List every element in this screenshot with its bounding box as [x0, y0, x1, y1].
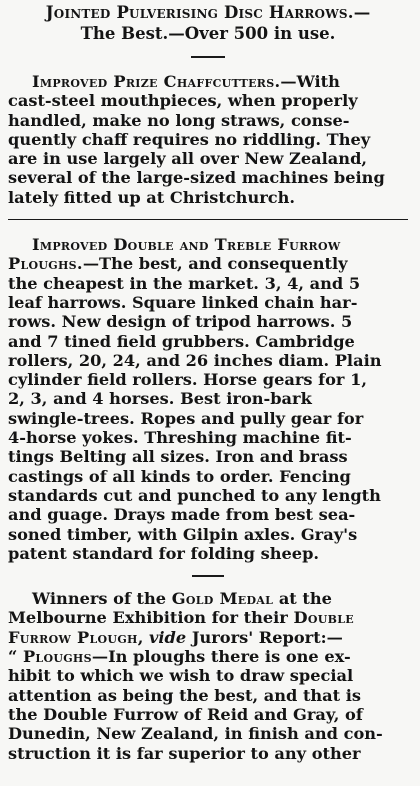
- gold-medal-l4c: —In ploughs there is one ex-: [91, 647, 351, 667]
- ploughs-line-16: patent standard for folding sheep.: [8, 543, 320, 563]
- chaffcutters-line-3: handled, make no long straws, conse-: [8, 110, 350, 130]
- ploughs-line-12: castings of all kinds to order. Fencing: [8, 466, 351, 486]
- section-divider: [8, 219, 408, 220]
- gold-medal-l3a: Furrow Plough: [8, 627, 138, 647]
- gold-medal-l3c: vide: [149, 627, 187, 647]
- ploughs-line-6: rollers, 20, 24, and 26 inches diam. Plain: [8, 350, 382, 370]
- gold-medal-l3d: Jurors' Report:—: [186, 627, 343, 647]
- gold-medal-l2a: Melbourne Exhibition for their: [8, 608, 294, 628]
- section-divider: [191, 56, 225, 58]
- article-gold-medal: [8, 589, 408, 763]
- ploughs-line-7: cylinder field rollers. Horse gears for 1,: [8, 370, 367, 390]
- ploughs-line-15: soned timber, with Gilpin axles. Gray's: [8, 524, 358, 544]
- ploughs-line-9: swingle-trees. Ropes and pully gear for: [8, 408, 364, 428]
- chaffcutters-line-1: —With: [280, 72, 340, 91]
- disc-harrows-title: [8, 2, 408, 23]
- chaffcutters-line-4: quently chaff requires no riddling. They: [8, 129, 371, 149]
- gold-medal-l4b: Ploughs: [22, 647, 92, 667]
- article-ploughs: [8, 235, 408, 563]
- chaffcutters-line-2: cast-steel mouthpieces, when properly: [8, 91, 358, 111]
- disc-harrows-tagline: The Best.—Over 500 in use.: [80, 24, 336, 43]
- gold-medal-l3b: ,: [137, 627, 149, 647]
- ploughs-line-13: standards cut and punched to any length: [8, 485, 381, 505]
- gold-medal-line-5: hibit to which we wish to draw special: [8, 666, 354, 686]
- gold-medal-l4a: “: [8, 647, 23, 667]
- ploughs-line-1: —The best, and consequently: [82, 254, 348, 274]
- disc-harrows-dash: —: [353, 3, 371, 22]
- disc-harrows-lead: Jointed Pulverising Disc Harrows.: [45, 3, 354, 22]
- gold-medal-line-8: Dunedin, New Zealand, in finish and con-: [8, 724, 383, 744]
- chaffcutters-lead: Improved Prize Chaffcutters.: [32, 72, 281, 91]
- gold-medal-l1a: Winners of the: [32, 589, 172, 609]
- article-chaffcutters: [8, 72, 408, 207]
- ploughs-line-2: the cheapest in the market. 3, 4, and 5: [8, 273, 361, 293]
- ploughs-line-3: leaf harrows. Square linked chain har-: [8, 292, 358, 312]
- ploughs-line-5: and 7 tined field grubbers. Cambridge: [8, 331, 355, 351]
- ploughs-lead-1: Improved Double and Treble Furrow: [32, 235, 341, 255]
- gold-medal-line-7: the Double Furrow of Reid and Gray, of: [8, 704, 363, 724]
- ploughs-line-14: and guage. Drays made from best sea-: [8, 505, 356, 525]
- gold-medal-l2b: Double: [293, 608, 354, 628]
- ploughs-lead-2: Ploughs.: [8, 254, 83, 274]
- section-divider: [192, 575, 224, 577]
- ploughs-line-4: rows. New design of tripod harrows. 5: [8, 312, 353, 332]
- ploughs-line-8: 2, 3, and 4 horses. Best iron-bark: [8, 389, 312, 409]
- ploughs-line-11: tings Belting all sizes. Iron and brass: [8, 447, 348, 467]
- chaffcutters-line-7: lately fitted up at Christchurch.: [8, 187, 296, 207]
- gold-medal-line-9: struction it is far superior to any other: [8, 743, 361, 763]
- gold-medal-l1b: Gold Medal: [171, 589, 274, 609]
- ploughs-line-10: 4-horse yokes. Threshing machine fit-: [8, 428, 352, 448]
- gold-medal-l1c: at the: [273, 589, 332, 609]
- chaffcutters-line-6: several of the large-sized machines being: [8, 168, 385, 188]
- article-disc-harrows: [8, 2, 408, 44]
- gold-medal-line-6: attention as being the best, and that is: [8, 685, 362, 705]
- chaffcutters-line-5: are in use largely all over New Zealand,: [8, 149, 368, 169]
